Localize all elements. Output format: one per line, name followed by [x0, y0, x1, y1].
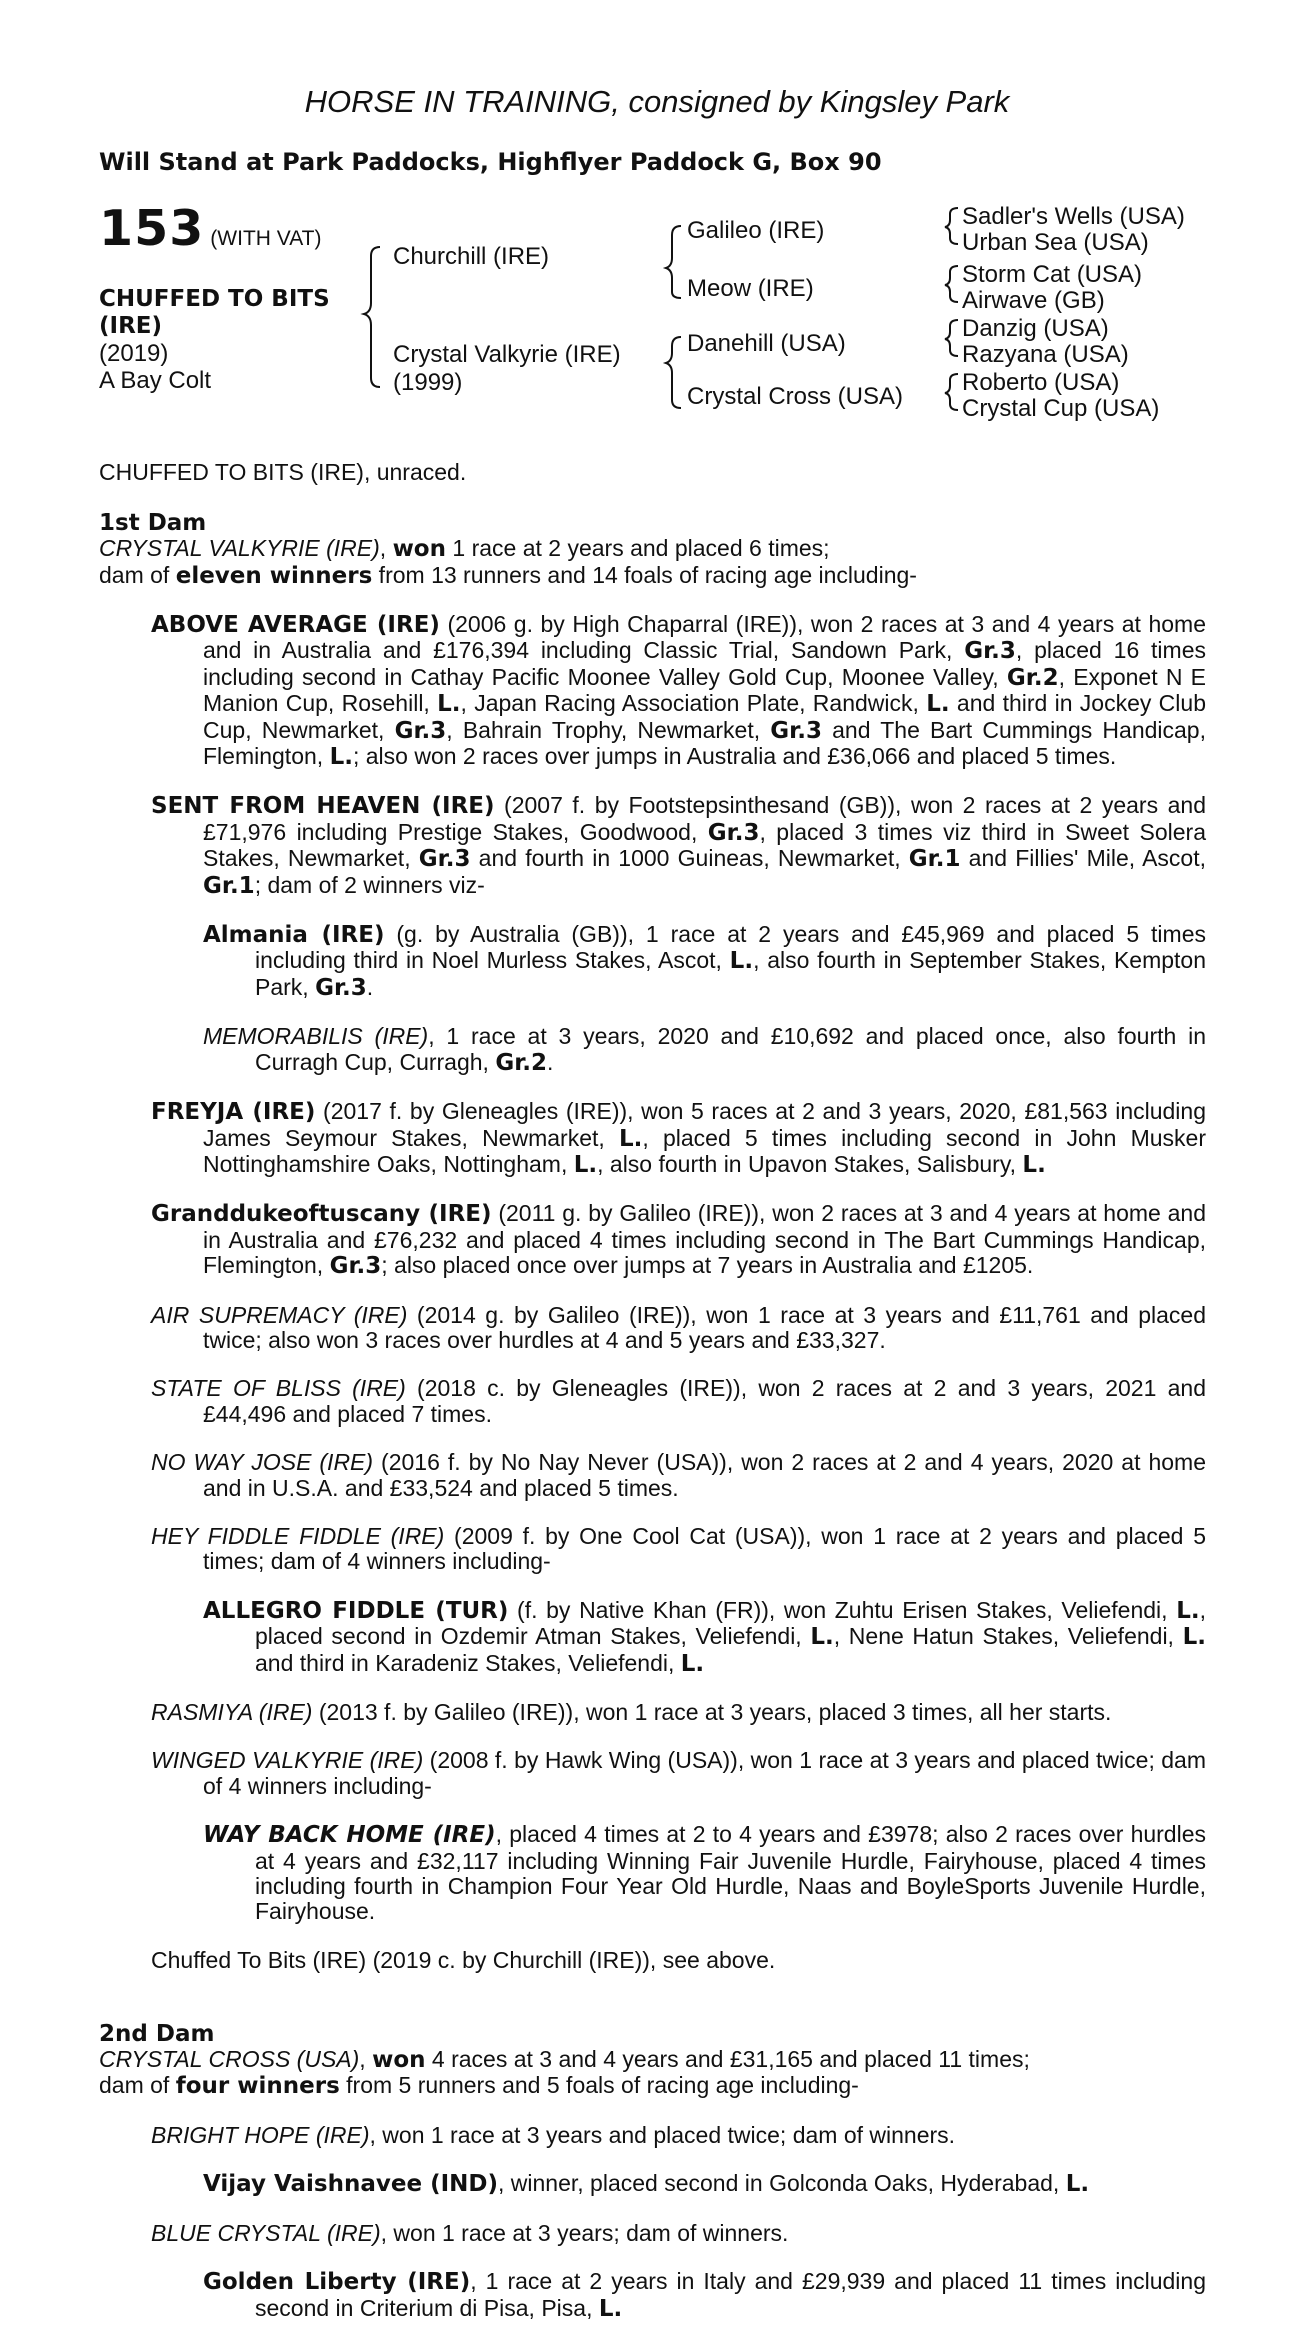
page-title: HORSE IN TRAINING, consigned by Kingsley Park — [304, 84, 1010, 119]
produce-blue-crystal: BLUE CRYSTAL (IRE), won 1 race at 3 years; dam of winners. — [151, 2219, 789, 2246]
pedigree-sire: Churchill (IRE) — [393, 243, 550, 270]
produce-hey-fiddle-fiddle: HEY FIDDLE FIDDLE (IRE) (2009 f. by One Cool Cat (USA)), won 1 race at 2 years and placed 5 times; dam of 4 winners including- — [151, 1522, 1206, 1575]
produce-freyja: FREYJA (IRE) (2017 f. by Gleneagles (IRE)), won 5 races at 2 and 3 years, 2020, £81,563 including James Seymour Stakes, Newmarket, L., placed 5 times including second in John Musker Nottinghamshire Oaks, Nottingham, L., also fourth in Upavon Stakes, Salisbury, L. — [151, 1098, 1207, 1178]
produce-almania: Almania (IRE) (g. by Australia (GB)), 1 race at 2 years and £45,969 and placed 5 times including third in Noel Murless Stakes, Ascot, L., also fourth in September Stakes, Kempton Park, Gr.3. — [203, 921, 1206, 1001]
produce-golden-liberty: Golden Liberty (IRE), 1 race at 2 years in Italy and £29,939 and placed 11 times including second in Criterium di Pisa, Pisa, L. — [203, 2268, 1206, 2322]
pedigree-gg7: Roberto (USA) — [962, 369, 1120, 396]
horse-name-country: (IRE) — [99, 313, 163, 339]
produce-above-average: ABOVE AVERAGE (IRE) (2006 g. by High Chaparral (IRE)), won 2 races at 3 and 4 years at home and in Australia and £176,394 including Classic Trial, Sandown Park, Gr.3, placed 16 times including second in Cathay Pacific Moonee Valley Gold Cup, Moonee Valley, Gr.2, Exponet N E Manion Cup, Rosehill, L., Japan Racing Association Plate, Randwick, L. and third in Jockey Club Cup, Newmarket, Gr.3, Bahrain Trophy, Newmarket, Gr.3 and The Bart Cummings Handicap, Flemington, L.; also won 2 races over jumps in Australia and £36,066 and placed 5 times. — [151, 611, 1206, 771]
second-dam-line2: dam of four winners from 5 runners and 5 foals of racing age including- — [99, 2072, 859, 2100]
unraced-line: CHUFFED TO BITS (IRE), unraced. — [99, 459, 467, 485]
pedigree-dam-year: (1999) — [393, 369, 463, 396]
lot-number: 153 — [99, 200, 205, 257]
produce-rasmiya: RASMIYA (IRE) (2013 f. by Galileo (IRE)), won 1 race at 3 years, placed 3 times, all her starts. — [151, 1699, 1112, 1726]
produce-sent-from-heaven: SENT FROM HEAVEN (IRE) (2007 f. by Footstepsinthesand (GB)), won 2 races at 2 years and £71,976 including Prestige Stakes, Goodwood, Gr.3, placed 3 times viz third in Sweet Solera Stakes, Newmarket, Gr.3 and fourth in 1000 Guineas, Newmarket, Gr.1 and Fillies' Mile, Ascot, Gr.1; dam of 2 winners viz- — [151, 792, 1206, 899]
first-dam-line1: CRYSTAL VALKYRIE (IRE), won 1 race at 2 years and placed 6 times; — [99, 535, 830, 563]
pedigree-sire-sire: Galileo (IRE) — [687, 217, 825, 244]
horse-name: CHUFFED TO BITS — [99, 286, 330, 312]
pedigree-sire-dam: Meow (IRE) — [687, 275, 814, 302]
produce-state-of-bliss: STATE OF BLISS (IRE) (2018 c. by Gleneagles (IRE)), won 2 races at 2 and 3 years, 2021 and £44,496 and placed 7 times. — [151, 1375, 1206, 1427]
second-dam-line1: CRYSTAL CROSS (USA), won 4 races at 3 and 4 years and £31,165 and placed 11 times; — [99, 2046, 1030, 2074]
produce-way-back-home: WAY BACK HOME (IRE), placed 4 times at 2 to 4 years and £3978; also 2 races over hurdles at 4 years and £32,117 including Winning Fair Juvenile Hurdle, Fairyhouse, placed 4 times including fourth in Champion Four Year Old Hurdle, Naas and BoyleSports Juvenile Hurdle, Fairyhouse. — [203, 1821, 1206, 1925]
produce-vijay-vaishnavee: Vijay Vaishnavee (IND), winner, placed second in Golconda Oaks, Hyderabad, L. — [203, 2170, 1090, 2198]
produce-chuffed-to-bits: Chuffed To Bits (IRE) (2019 c. by Churchill (IRE)), see above. — [151, 1946, 776, 1973]
first-dam-heading: 1st Dam — [99, 509, 207, 536]
pedigree-gg6: Razyana (USA) — [962, 341, 1129, 368]
horse-description: A Bay Colt — [99, 367, 212, 394]
horse-year: (2019) — [99, 340, 169, 367]
pedigree-gg8: Crystal Cup (USA) — [962, 395, 1160, 422]
produce-memorabilis: MEMORABILIS (IRE), 1 race at 3 years, 2020 and £10,692 and placed once, also fourth in Curragh Cup, Curragh, Gr.2. — [203, 1023, 1206, 1076]
pedigree-dam-dam: Crystal Cross (USA) — [687, 383, 904, 410]
pedigree-gg2: Urban Sea (USA) — [962, 229, 1149, 256]
pedigree-gg3: Storm Cat (USA) — [962, 261, 1143, 288]
produce-allegro-fiddle: ALLEGRO FIDDLE (TUR) (f. by Native Khan (FR)), won Zuhtu Erisen Stakes, Veliefendi, L., placed second in Ozdemir Atman Stakes, Veliefendi, L., Nene Hatun Stakes, Veliefendi, L. and third in Karadeniz Stakes, Veliefendi, L. — [203, 1596, 1206, 1677]
standing-location: Will Stand at Park Paddocks, Highflyer Paddock G, Box 90 — [99, 148, 882, 176]
produce-granddukeoftuscany: Granddukeoftuscany (IRE) (2011 g. by Galileo (IRE)), won 2 races at 3 and 4 years at home and in Australia and £76,232 and placed 4 times including second in The Bart Cummings Handicap, Flemington, Gr.3; also placed once over jumps at 7 years in Australia and £1205. — [151, 1200, 1206, 1280]
pedigree-gg5: Danzig (USA) — [962, 315, 1109, 342]
pedigree-dam: Crystal Valkyrie (IRE) — [393, 341, 621, 368]
pedigree-gg1: Sadler's Wells (USA) — [962, 203, 1185, 230]
produce-bright-hope: BRIGHT HOPE (IRE), won 1 race at 3 years and placed twice; dam of winners. — [151, 2121, 956, 2148]
produce-winged-valkyrie: WINGED VALKYRIE (IRE) (2008 f. by Hawk Wing (USA)), won 1 race at 3 years and placed twice; dam of 4 winners including- — [151, 1747, 1206, 1799]
pedigree-dam-sire: Danehill (USA) — [687, 330, 846, 357]
produce-record — [99, 460, 1206, 2345]
first-dam-line2: dam of eleven winners from 13 runners and 14 foals of racing age including- — [99, 561, 917, 589]
pedigree-gg4: Airwave (GB) — [962, 287, 1105, 314]
second-dam-heading: 2nd Dam — [99, 2020, 215, 2047]
produce-air-supremacy: AIR SUPREMACY (IRE) (2014 g. by Galileo (IRE)), won 1 race at 3 years and £11,761 and placed twice; also won 3 races over hurdles at 4 and 5 years and £33,327. — [151, 1301, 1207, 1353]
produce-no-way-jose: NO WAY JOSE (IRE) (2016 f. by No Nay Never (USA)), won 2 races at 2 and 4 years, 2020 at home and in U.S.A. and £33,524 and placed 5 times. — [151, 1449, 1206, 1501]
lot-vat: (WITH VAT) — [210, 227, 322, 250]
